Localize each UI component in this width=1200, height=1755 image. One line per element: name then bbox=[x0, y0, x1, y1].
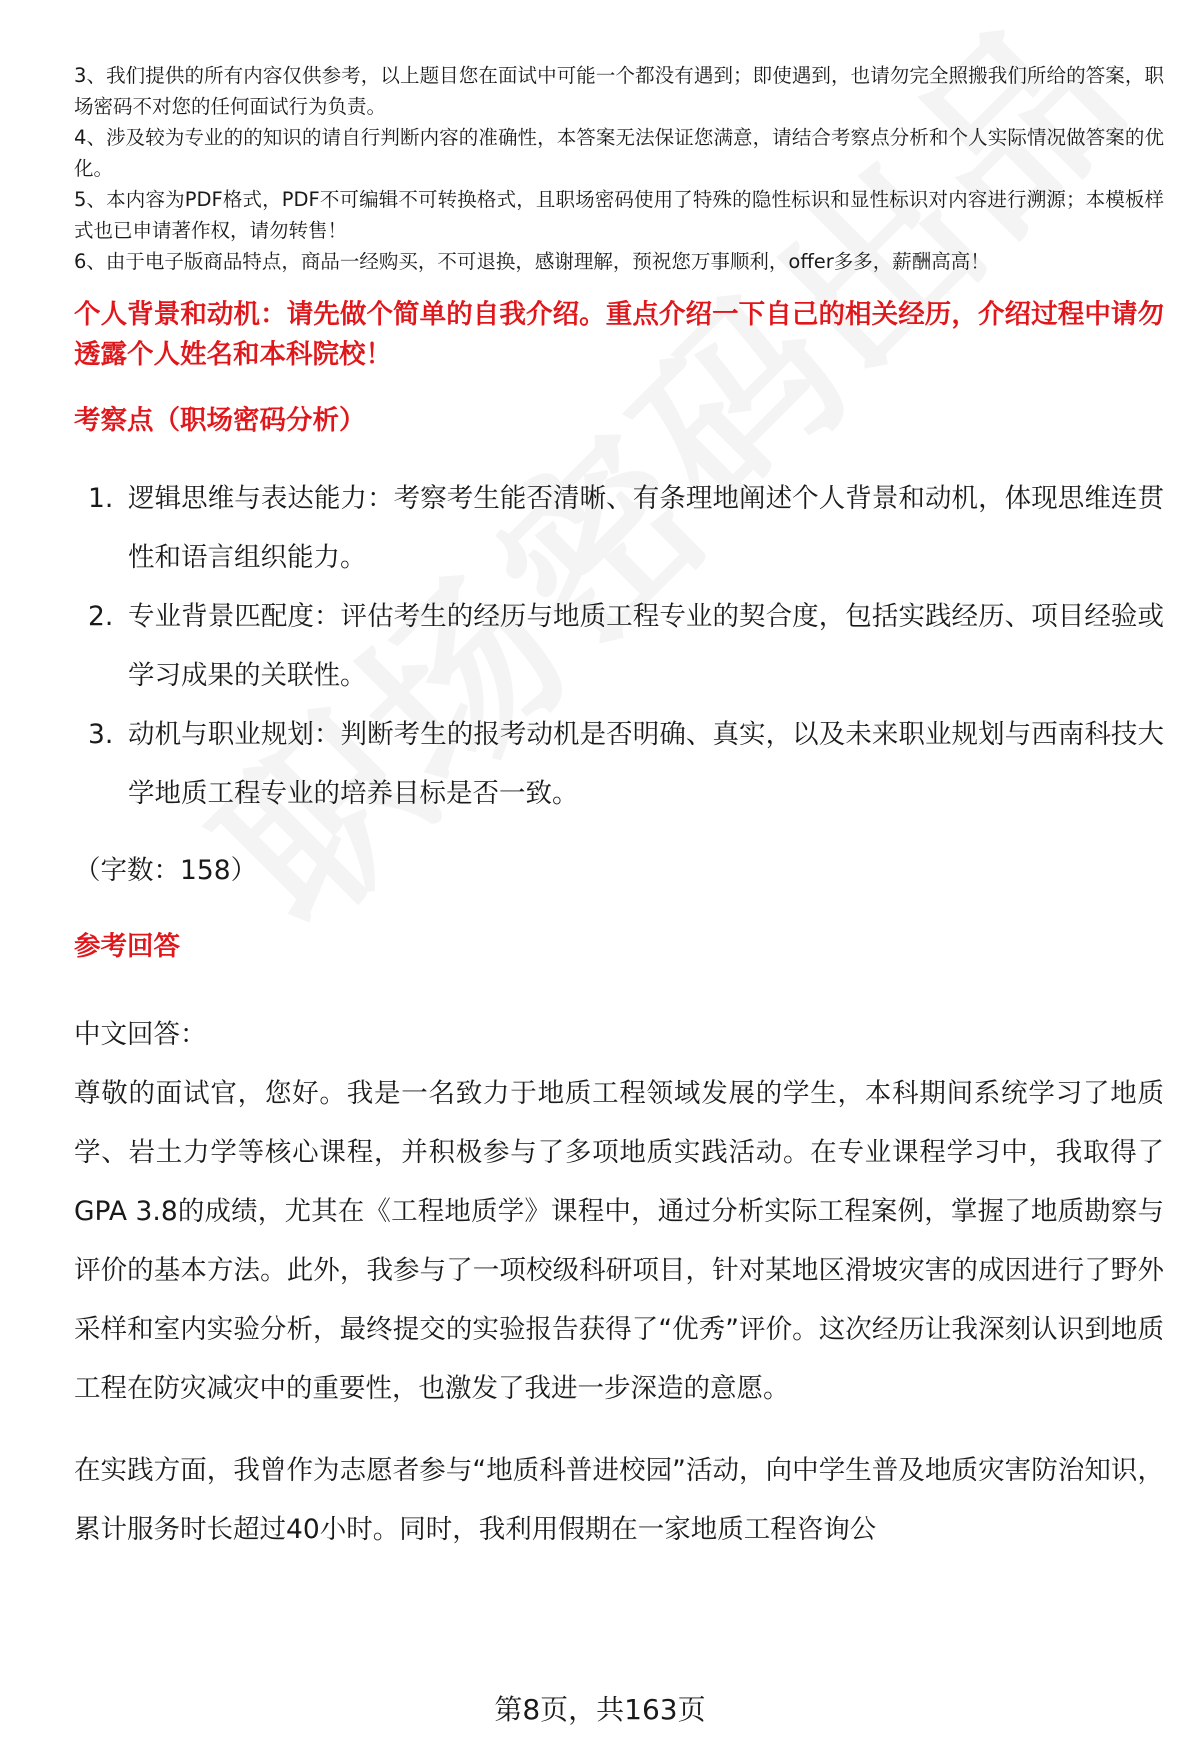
notice-item: 4、涉及较为专业的的知识的请自行判断内容的准确性，本答案无法保证您满意，请结合考察点分析和个人实际情况做答案的优化。 bbox=[74, 126, 1164, 180]
answer-heading: 参考回答 bbox=[74, 931, 180, 962]
analysis-heading: 考察点（职场密码分析） bbox=[74, 405, 366, 436]
list-item bbox=[74, 469, 1164, 587]
answer-body bbox=[74, 1005, 1164, 1559]
analysis-points-list bbox=[74, 469, 1164, 823]
question-heading: 个人背景和动机：请先做个简单的自我介绍。重点介绍一下自己的相关经历，介绍过程中请勿透露个人姓名和本科院校！ bbox=[74, 299, 1164, 370]
word-count: （字数：158） bbox=[74, 855, 258, 886]
list-item-text: 逻辑思维与表达能力：考察考生能否清晰、有条理地阐述个人背景和动机，体现思维连贯性和语言组织能力。 bbox=[128, 483, 1164, 573]
list-item-text: 专业背景匹配度：评估考生的经历与地质工程专业的契合度，包括实践经历、项目经验或学习成果的关联性。 bbox=[128, 601, 1164, 691]
list-item-number: 1. bbox=[88, 483, 114, 514]
page-footer: 第8页，共163页 bbox=[494, 1693, 706, 1726]
list-item-text: 动机与职业规划：判断考生的报考动机是否明确、真实，以及未来职业规划与西南科技大学地质工程专业的培养目标是否一致。 bbox=[128, 719, 1164, 809]
list-item bbox=[74, 705, 1164, 823]
answer-paragraph: 尊敬的面试官，您好。我是一名致力于地质工程领域发展的学生，本科期间系统学习了地质学、岩土力学等核心课程，并积极参与了多项地质实践活动。在专业课程学习中，我取得了GPA 3.8的成绩，尤其在《工程地质学》课程中，通过分析实际工程案例，掌握了地质勘察与评价的基本方法。此外，我参与了一项校级科研项目，针对某地区滑坡灾害的成因进行了野外采样和室内实验分析，最终提交的实验报告获得了“优秀”评价。这次经历让我深刻认识到地质工程在防灾减灾中的重要性，也激发了我进一步深造的意愿。 bbox=[74, 1078, 1164, 1404]
notice-item: 6、由于电子版商品特点，商品一经购买，不可退换，感谢理解，预祝您万事顺利，offer多多，薪酬高高！ bbox=[74, 250, 990, 273]
notice-item: 3、我们提供的所有内容仅供参考，以上题目您在面试中可能一个都没有遇到；即使遇到，也请勿完全照搬我们所给的答案，职场密码不对您的任何面试行为负责。 bbox=[74, 64, 1164, 118]
list-item bbox=[74, 587, 1164, 705]
list-item-number: 2. bbox=[88, 601, 114, 632]
answer-label: 中文回答： bbox=[74, 1019, 207, 1050]
answer-paragraph: 在实践方面，我曾作为志愿者参与“地质科普进校园”活动，向中学生普及地质灾害防治知识，累计服务时长超过40小时。同时，我利用假期在一家地质工程咨询公 bbox=[74, 1455, 1164, 1545]
notice-item: 5、本内容为PDF格式，PDF不可编辑不可转换格式，且职场密码使用了特殊的隐性标识和显性标识对内容进行溯源；本模板样式也已申请著作权，请勿转售！ bbox=[74, 188, 1164, 242]
notice-block bbox=[74, 60, 1164, 277]
list-item-number: 3. bbox=[88, 719, 114, 750]
document-page bbox=[74, 60, 1164, 1559]
